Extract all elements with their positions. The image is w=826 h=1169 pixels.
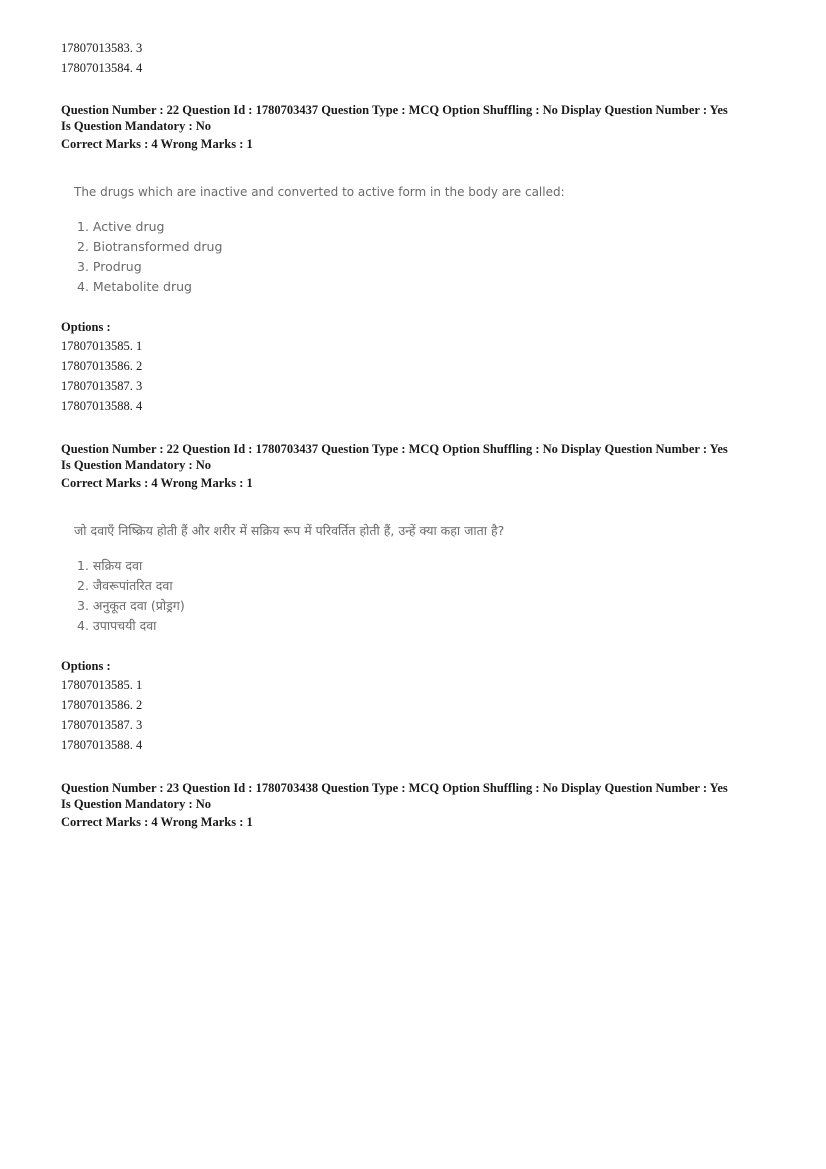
option-line: 17807013587. 3 bbox=[61, 379, 143, 393]
option-line: 17807013586. 2 bbox=[61, 698, 143, 712]
question-header: Question Number : 22 Question Id : 1780703437 Question Type : MCQ Option Shuffling : No Display Question Number : Yes bbox=[61, 442, 728, 456]
options-label: Options : bbox=[61, 659, 111, 673]
option-line: 17807013588. 4 bbox=[61, 738, 143, 752]
choice-item: 1. सक्रिय दवा bbox=[77, 558, 143, 573]
question-text: जो दवाएँ निष्क्रिय होती हैं और शरीर में सक्रिय रूप में परिवर्तित होती हैं, उन्हें क्या कहा जाता है? bbox=[74, 523, 505, 538]
choice-list bbox=[74, 556, 504, 636]
question-mandatory: Is Question Mandatory : No bbox=[61, 458, 212, 472]
option-line: 17807013583. 3 bbox=[61, 41, 143, 55]
choice-item: 4. Metabolite drug bbox=[77, 279, 192, 294]
question-marks: Correct Marks : 4 Wrong Marks : 1 bbox=[61, 137, 253, 151]
question-marks: Correct Marks : 4 Wrong Marks : 1 bbox=[61, 476, 253, 490]
question-mandatory: Is Question Mandatory : No bbox=[61, 119, 212, 133]
choice-list bbox=[74, 217, 565, 297]
option-line: 17807013588. 4 bbox=[61, 399, 143, 413]
option-line: 17807013585. 1 bbox=[61, 678, 143, 692]
choice-item: 3. Prodrug bbox=[77, 259, 142, 274]
question-image-hindi bbox=[74, 523, 504, 636]
question-marks: Correct Marks : 4 Wrong Marks : 1 bbox=[61, 815, 253, 829]
option-line: 17807013587. 3 bbox=[61, 718, 143, 732]
choice-item: 1. Active drug bbox=[77, 219, 165, 234]
question-mandatory: Is Question Mandatory : No bbox=[61, 797, 212, 811]
choice-item: 4. उपापचयी दवा bbox=[77, 618, 157, 633]
question-header: Question Number : 23 Question Id : 1780703438 Question Type : MCQ Option Shuffling : No Display Question Number : Yes bbox=[61, 781, 728, 795]
question-text: The drugs which are inactive and converted to active form in the body are called: bbox=[74, 185, 565, 199]
options-label: Options : bbox=[61, 320, 111, 334]
question-header: Question Number : 22 Question Id : 1780703437 Question Type : MCQ Option Shuffling : No Display Question Number : Yes bbox=[61, 103, 728, 117]
choice-item: 2. जैवरूपांतरित दवा bbox=[77, 578, 173, 593]
choice-item: 3. अनुकूत दवा (प्रोड्रग) bbox=[77, 598, 185, 613]
choice-item: 2. Biotransformed drug bbox=[77, 239, 223, 254]
option-line: 17807013585. 1 bbox=[61, 339, 143, 353]
option-line: 17807013584. 4 bbox=[61, 61, 143, 75]
question-image-english bbox=[74, 184, 565, 297]
option-line: 17807013586. 2 bbox=[61, 359, 143, 373]
